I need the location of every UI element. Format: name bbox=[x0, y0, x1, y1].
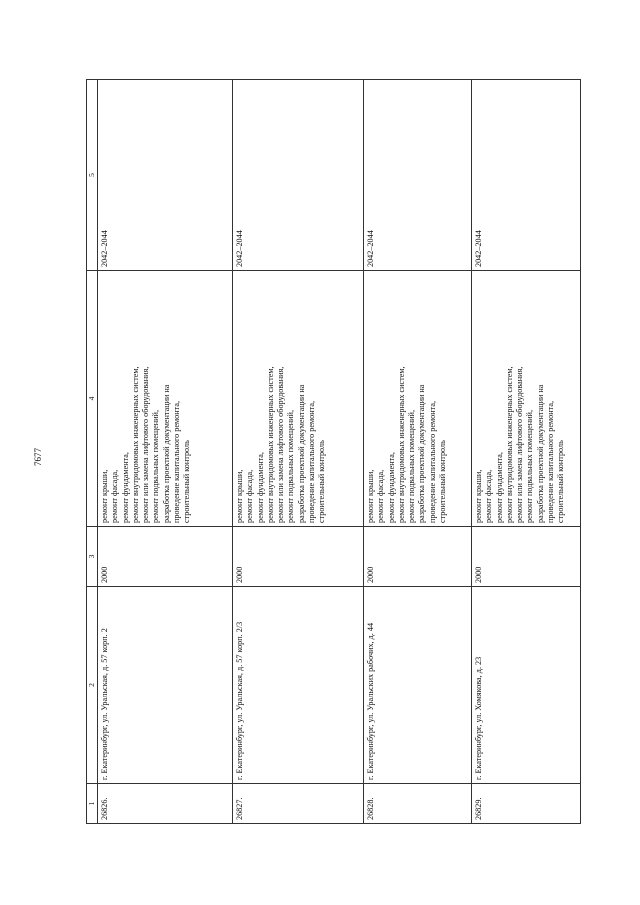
table-row bbox=[364, 80, 472, 824]
row-number: 26826. bbox=[98, 784, 233, 824]
work-item: ремонт подвальных помещений, bbox=[407, 410, 416, 523]
work-item: ремонт подвальных помещений, bbox=[151, 410, 161, 523]
work-item: строительный контроль bbox=[437, 440, 447, 523]
year-cell: 2000 bbox=[98, 527, 233, 587]
column-number-row bbox=[87, 80, 98, 824]
works-cell bbox=[98, 271, 233, 527]
work-item: разработка проектной документации на bbox=[296, 384, 306, 523]
column-number: 1 bbox=[87, 784, 98, 824]
year-cell: 2000 bbox=[472, 527, 581, 587]
address-cell: г. Екатеринбург, ул. Уральская, д. 57 корп. 2/3 bbox=[233, 587, 364, 784]
work-item: ремонт или замена лифтового оборудования, bbox=[141, 366, 150, 523]
work-item: ремонт крыши, bbox=[235, 469, 244, 523]
work-item: проведение капитального ремонта, bbox=[545, 400, 555, 523]
work-item: ремонт подвальных помещений, bbox=[286, 410, 296, 523]
rotated-page-content bbox=[86, 80, 576, 824]
works-cell bbox=[472, 271, 581, 527]
work-item: ремонт внутридомовых инженерных систем, bbox=[396, 366, 406, 523]
work-item: ремонт внутридомовых инженерных систем, bbox=[504, 366, 514, 523]
table-row bbox=[472, 80, 581, 824]
row-number: 26827. bbox=[233, 784, 364, 824]
address-cell: г. Екатеринбург, ул. Хомякова, д. 23 bbox=[472, 587, 581, 784]
work-item: ремонт подвальных помещений, bbox=[525, 410, 535, 523]
year-cell: 2000 bbox=[233, 527, 364, 587]
period-cell: 2042–2044 bbox=[98, 80, 233, 271]
works-cell bbox=[233, 271, 364, 527]
work-item: ремонт крыши, bbox=[366, 469, 375, 523]
period-cell: 2042–2044 bbox=[364, 80, 472, 271]
work-item: ремонт крыши, bbox=[100, 469, 109, 523]
table-row bbox=[233, 80, 364, 824]
page-number: 7677 bbox=[33, 448, 43, 466]
address-cell: г. Екатеринбург, ул. Уральских рабочих, д. 44 bbox=[364, 587, 472, 784]
work-item: ремонт внутридомовых инженерных систем, bbox=[265, 366, 275, 523]
work-item: ремонт или замена лифтового оборудования, bbox=[515, 366, 524, 523]
row-number: 26828. bbox=[364, 784, 472, 824]
work-item: проведение капитального ремонта, bbox=[427, 400, 437, 523]
row-number: 26829. bbox=[472, 784, 581, 824]
work-item: ремонт фундамента, bbox=[255, 452, 265, 523]
work-item: проведение капитального ремонта, bbox=[171, 400, 181, 523]
year-cell: 2000 bbox=[364, 527, 472, 587]
period-cell: 2042–2044 bbox=[233, 80, 364, 271]
work-item: разработка проектной документации на bbox=[161, 384, 171, 523]
work-item: ремонт крыши, bbox=[474, 469, 483, 523]
works-cell bbox=[364, 271, 472, 527]
work-item: ремонт фундамента, bbox=[120, 452, 130, 523]
work-item: ремонт фасада, bbox=[484, 469, 494, 523]
capital-repair-table bbox=[86, 79, 581, 824]
work-item: разработка проектной документации на bbox=[417, 384, 427, 523]
work-item: ремонт фундамента, bbox=[494, 452, 504, 523]
work-item: проведение капитального ремонта, bbox=[306, 400, 316, 523]
work-item: ремонт внутридомовых инженерных систем, bbox=[130, 366, 140, 523]
period-cell: 2042–2044 bbox=[472, 80, 581, 271]
work-item: ремонт фасада, bbox=[110, 469, 120, 523]
table-row bbox=[98, 80, 233, 824]
column-number: 4 bbox=[87, 271, 98, 527]
column-number: 3 bbox=[87, 527, 98, 587]
work-item: ремонт фасада, bbox=[376, 469, 386, 523]
work-item: строительный контроль bbox=[317, 440, 326, 523]
work-item: строительный контроль bbox=[556, 440, 565, 523]
column-number: 5 bbox=[87, 80, 98, 271]
work-item: строительный контроль bbox=[182, 440, 191, 523]
work-item: ремонт фундамента, bbox=[386, 452, 396, 523]
work-item: ремонт фасада, bbox=[245, 469, 255, 523]
work-item: разработка проектной документации на bbox=[535, 384, 545, 523]
address-cell: г. Екатеринбург, ул. Уральская, д. 57 корп. 2 bbox=[98, 587, 233, 784]
work-item: ремонт или замена лифтового оборудования, bbox=[276, 366, 285, 523]
column-number: 2 bbox=[87, 587, 98, 784]
